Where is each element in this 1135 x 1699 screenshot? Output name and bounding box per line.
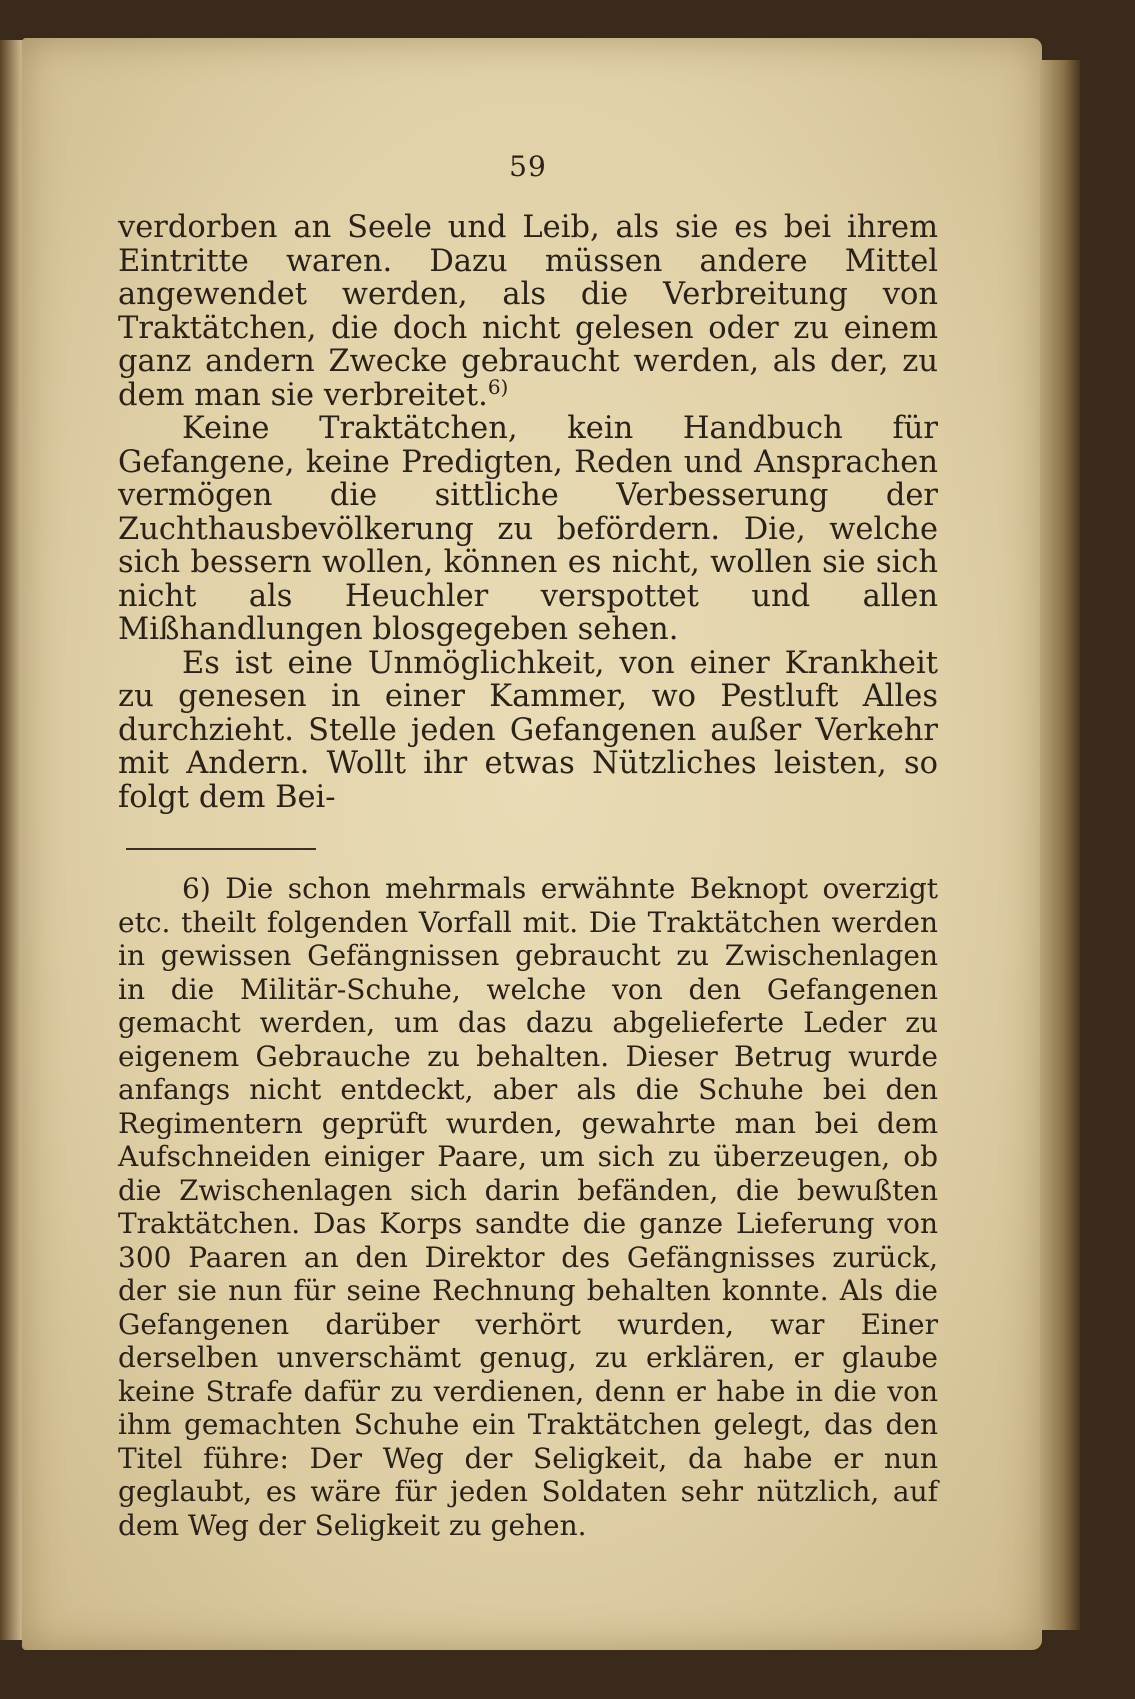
footnote-divider [126,848,316,850]
paragraph-2: Keine Traktätchen, kein Handbuch für Gefangene, keine Predigten, Reden und Ansprachen vermögen die sittliche Verbesserung der Zuchthausbevölkerung zu befördern. Die, welche sich bessern wollen, können es nicht, wollen sie sich nicht als Heuchler verspottet und allen Mißhandlungen blosgegeben sehen. [118,411,938,647]
footnote-marker: 6) [487,374,509,399]
page-number: 59 [509,150,547,183]
paragraph-1 [118,211,938,412]
paragraph-1-text: verdorben an Seele und Leib, als sie es bei ihrem Eintritte waren. Dazu müssen andere Mittel angewendet werden, als die Verbreitung von Traktätchen, die doch nicht gelesen oder zu einem ganz andern Zwecke gebraucht werden, als der, zu dem man sie verbreitet. [118,210,938,413]
page-content [118,150,938,1542]
footnote-text: 6) Die schon mehrmals erwähnte Beknopt overzigt etc. theilt folgenden Vorfall mit. Die Traktätchen werden in gewissen Gefängnissen gebraucht zu Zwischenlagen in die Militär-Schuhe, welche von den Gefangenen gemacht werden, um das dazu abgelieferte Leder zu eigenem Gebrauche zu behalten. Dieser Betrug wurde anfangs nicht entdeckt, aber als die Schuhe bei den Regimentern geprüft wurden, gewahrte man bei dem Aufschneiden einiger Paare, um sich zu überzeugen, ob die Zwischenlagen sich darin befänden, die bewußten Traktätchen. Das Korps sandte die ganze Lieferung von 300 Paaren an den Direktor des Gefängnisses zurück, der sie nun für seine Rechnung behalten konnte. Als die Gefangenen darüber verhört wurden, war Einer derselben unverschämt genug, zu erklären, er glaube keine Strafe dafür zu verdienen, denn er habe in die von ihm gemachten Schuhe ein Traktätchen gelegt, das den Titel führe: Der Weg der Seligkeit, da habe er nun geglaubt, es wäre für jeden Soldaten sehr nützlich, auf dem Weg der Seligkeit zu gehen. [118,872,938,1542]
main-text [118,211,938,814]
right-page-edge [1040,60,1080,1630]
footnote [118,872,938,1542]
paragraph-3: Es ist eine Unmöglichkeit, von einer Krankheit zu genesen in einer Kammer, wo Pestluft Alles durchzieht. Stelle jeden Gefangenen außer Verkehr mit Andern. Wollt ihr etwas Nützliches leisten, so folgt dem Bei- [118,645,938,815]
